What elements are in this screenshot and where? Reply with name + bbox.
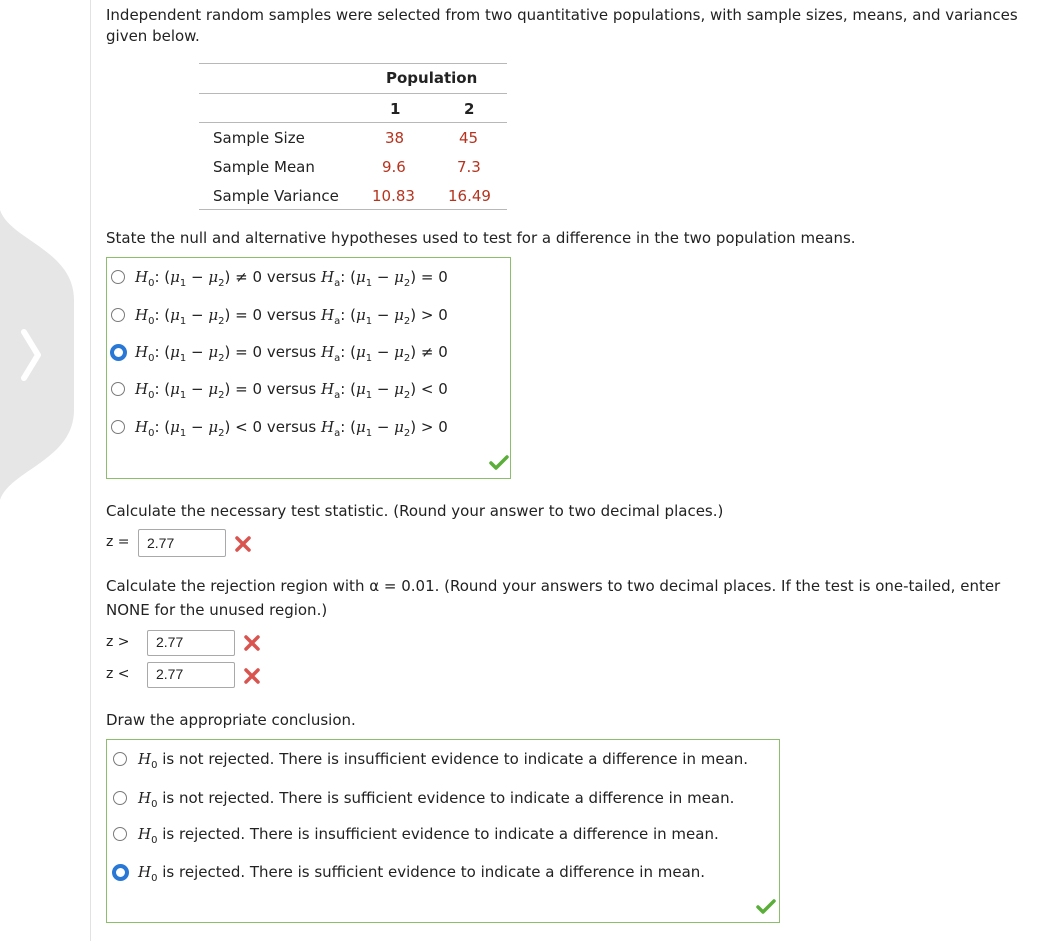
radio-button[interactable]: [111, 382, 125, 396]
conclusion-text: $H_0$ is not rejected. There is insufficient evidence to indicate a difference in mean.: [138, 750, 749, 771]
conclusion-text: $H_0$ is rejected. There is sufficient evidence to indicate a difference in mean.: [138, 863, 706, 884]
q3-prompt-line-2: NONE for the unused region.): [106, 601, 328, 619]
q1-answer-box: [106, 257, 511, 479]
q2-prompt: Calculate the necessary test statistic. (Round your answer to two decimal places.): [106, 502, 724, 520]
intro-line-2: given below.: [106, 27, 200, 45]
hypothesis-text: $H_0$: $(\mu_1 - \mu_2) = 0$ versus $H_a$: $(\mu_1 - \mu_2) > 0$: [135, 306, 448, 327]
radio-button[interactable]: [111, 308, 125, 322]
q4-prompt: Draw the appropriate conclusion.: [106, 711, 356, 729]
row-value: 9.6: [382, 158, 406, 176]
col-header-2: 2: [464, 100, 475, 118]
conclusion-text: $H_0$ is rejected. There is insufficient evidence to indicate a difference in mean.: [138, 825, 719, 846]
row-value: 16.49: [448, 187, 491, 205]
radio-selected[interactable]: [110, 344, 127, 361]
intro-line-1: Independent random samples were selected from two quantitative populations, with sample sizes, means, and variances: [106, 6, 1018, 24]
radio-button[interactable]: [111, 420, 125, 434]
incorrect-x-icon: [234, 535, 252, 553]
hypothesis-text: $H_0$: $(\mu_1 - \mu_2) \ne 0$ versus $H_a$: $(\mu_1 - \mu_2) = 0$: [135, 268, 448, 289]
incorrect-x-icon: [243, 667, 261, 685]
correct-check-icon: [756, 899, 776, 915]
incorrect-x-icon: [243, 634, 261, 652]
row-value: 45: [459, 129, 479, 147]
row-value: 10.83: [372, 187, 415, 205]
hypothesis-text: $H_0$: $(\mu_1 - \mu_2) < 0$ versus $H_a$: $(\mu_1 - \mu_2) > 0$: [135, 418, 448, 439]
col-header-1: 1: [390, 100, 401, 118]
conclusion-text: $H_0$ is not rejected. There is sufficient evidence to indicate a difference in mean.: [138, 789, 735, 810]
radio-selected[interactable]: [112, 864, 129, 881]
population-header: Population: [386, 69, 478, 87]
row-value: 7.3: [457, 158, 481, 176]
row-label: Sample Variance: [213, 187, 339, 205]
upper-region-label: z >: [106, 634, 130, 650]
q3-prompt-line-1: Calculate the rejection region with α = 0.01. (Round your answers to two decimal places. If the test is one-tailed, enter: [106, 577, 1001, 595]
row-label: Sample Mean: [213, 158, 315, 176]
lower-region-input[interactable]: 2.77: [147, 662, 235, 688]
row-value: 38: [385, 129, 405, 147]
q1-prompt: State the null and alternative hypotheses used to test for a difference in the two population means.: [106, 229, 856, 247]
lower-region-label: z <: [106, 666, 130, 682]
radio-button[interactable]: [113, 791, 127, 805]
radio-button[interactable]: [111, 270, 125, 284]
hypothesis-text: $H_0$: $(\mu_1 - \mu_2) = 0$ versus $H_a$: $(\mu_1 - \mu_2) \ne 0$: [135, 343, 448, 364]
radio-button[interactable]: [113, 827, 127, 841]
correct-check-icon: [489, 455, 509, 471]
test-statistic-input[interactable]: 2.77: [138, 529, 226, 557]
hypothesis-text: $H_0$: $(\mu_1 - \mu_2) = 0$ versus $H_a$: $(\mu_1 - \mu_2) < 0$: [135, 380, 448, 401]
previous-tab-button[interactable]: [0, 210, 74, 500]
upper-region-input[interactable]: 2.77: [147, 630, 235, 656]
radio-button[interactable]: [113, 752, 127, 766]
z-label: z =: [106, 534, 130, 550]
row-label: Sample Size: [213, 129, 305, 147]
